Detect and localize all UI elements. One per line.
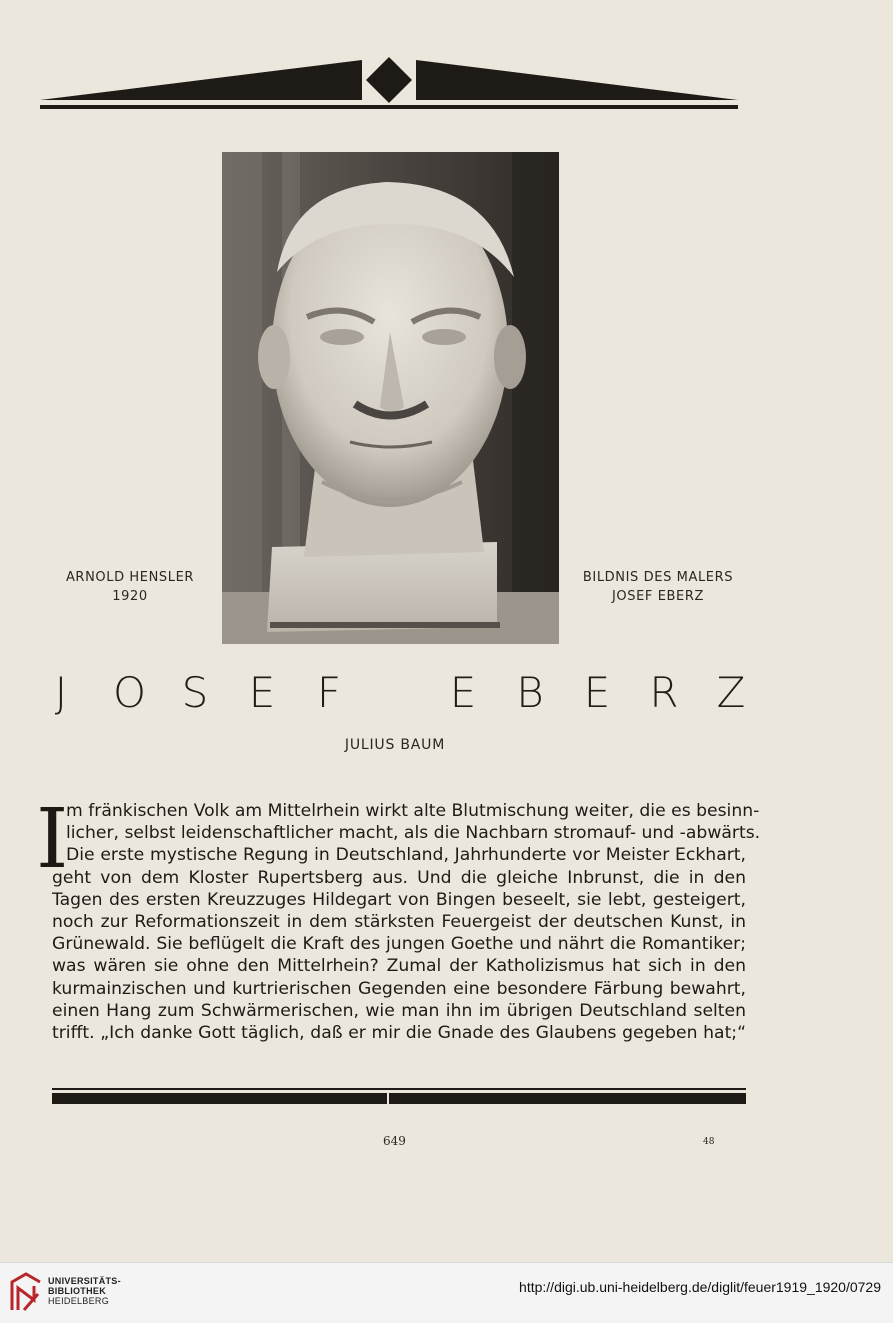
paragraph-opening xyxy=(66,800,761,867)
caption-subject-line2: JOSEF EBERZ xyxy=(611,589,705,604)
title-letter: S xyxy=(181,668,209,717)
bust-photograph xyxy=(222,152,559,644)
text-line: kurmainzischen und kurtrierischen Gegenden eine besondere Färbung bewahrt, xyxy=(52,978,746,999)
signature-mark: 48 xyxy=(703,1137,715,1147)
caption-sculptor-name: ARNOLD HENSLER xyxy=(65,570,195,585)
text-line: noch zur Reformationszeit in dem stärksten Feuergeist der deutschen Kunst, in xyxy=(52,911,746,932)
paragraph-body xyxy=(52,867,746,1045)
header-ornament xyxy=(40,55,738,110)
page-number: 649 xyxy=(383,1134,406,1148)
article-author: JULIUS BAUM xyxy=(344,737,446,753)
footer-rule xyxy=(52,1088,746,1106)
title-space xyxy=(381,668,411,717)
caption-sculptor-year: 1920 xyxy=(112,589,148,604)
library-name-line1: UNIVERSITÄTS- xyxy=(48,1276,121,1286)
text-line: einen Hang zum Schwärmerischen, wie man ihn im übrigen Deutschland selten xyxy=(52,1000,746,1021)
library-name-line3: HEIDELBERG xyxy=(48,1296,110,1306)
caption-subject xyxy=(568,568,748,606)
text-line: was wären sie ohne den Mittelrhein? Zumal der Katholizismus hat sich in den xyxy=(52,956,746,977)
title-letter: R xyxy=(649,668,679,717)
text-line: trifft. „Ich danke Gott täglich, daß er mir die Gnade des Glaubens gegeben hat;“ xyxy=(52,1022,746,1043)
title-letter: O xyxy=(113,668,147,717)
caption-sculptor xyxy=(50,568,210,606)
text-line: Die erste mystische Regung in Deutschland, Jahrhunderte vor Meister Eckhart, xyxy=(66,845,746,866)
permalink-url[interactable]: http://digi.ub.uni-heidelberg.de/diglit/feuer1919_1920/0729 xyxy=(519,1279,881,1295)
title-letter: Z xyxy=(716,668,746,717)
digitization-footer xyxy=(0,1262,893,1323)
caption-subject-line1: BILDNIS DES MALERS xyxy=(582,570,734,585)
title-letter: E xyxy=(248,668,276,717)
library-logo-icon[interactable] xyxy=(10,1272,42,1312)
title-letter: E xyxy=(583,668,611,717)
drop-cap: I xyxy=(36,792,69,887)
article-title xyxy=(46,668,746,717)
text-line: licher, selbst leidenschaftlicher macht, als die Nachbarn stromauf- und -abwärts. xyxy=(66,823,761,844)
title-letter: B xyxy=(516,668,544,717)
text-line: m fränkischen Volk am Mittelrhein wirkt alte Blutmischung weiter, die es besinn- xyxy=(66,801,760,821)
title-letter: J xyxy=(54,668,68,717)
text-line: Grünewald. Sie beflügelt die Kraft des jungen Goethe und nährt die Romantiker; xyxy=(52,934,746,955)
library-name-line2: BIBLIOTHEK xyxy=(48,1286,106,1296)
title-letter: F xyxy=(316,668,342,717)
text-line: Tagen des ersten Kreuzzuges Hildegart von Bingen beseelt, sie lebt, gesteigert, xyxy=(52,889,746,910)
title-letter: E xyxy=(449,668,477,717)
library-name xyxy=(48,1276,121,1306)
text-line: geht von dem Kloster Rupertsberg aus. Und die gleiche Inbrunst, die in den xyxy=(52,867,746,888)
